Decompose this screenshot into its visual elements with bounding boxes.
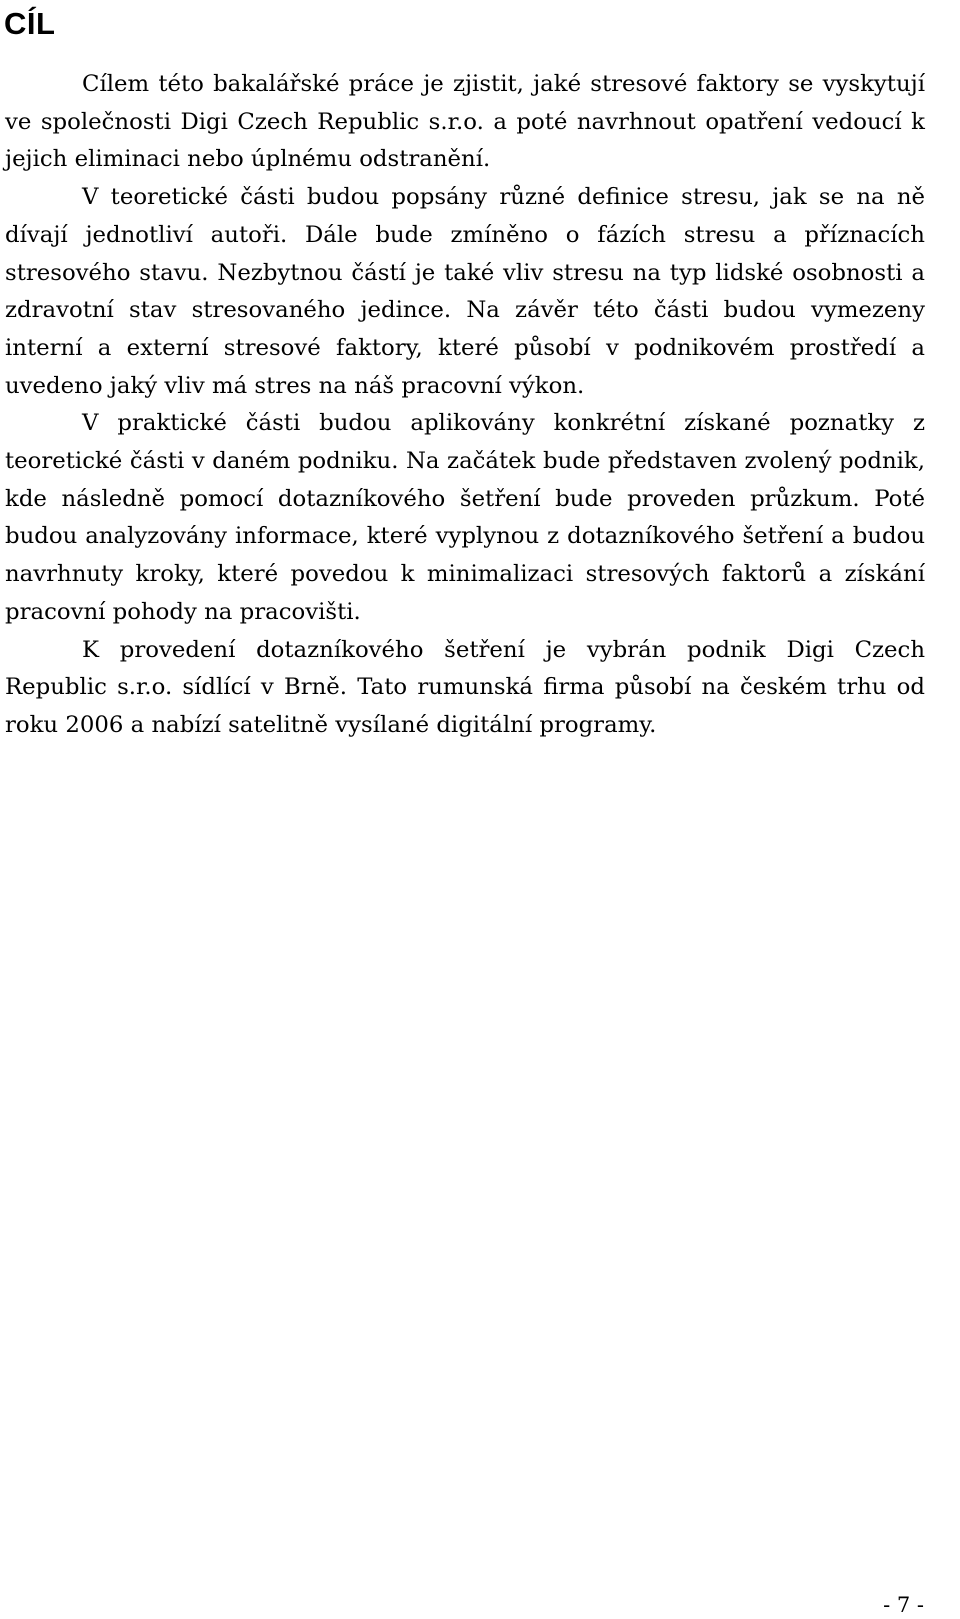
page-title: CÍL: [4, 6, 56, 41]
paragraph-theory: V teoretické části budou popsány různé definice stresu, jak se na ně dívají jednotliví autoři. Dále bude zmíněno o fázích stresu a příznacích stresového stavu. Nezbytnou částí je také vliv stresu na typ lidské osobnosti a zdravotní stav stresovaného jedince. Na závěr této části budou vymezeny interní a externí stresové faktory, které působí v podnikovém prostředí a uvedeno jaký vliv má stres na náš pracovní výkon.: [5, 184, 925, 399]
body-text: [5, 66, 925, 745]
paragraph-goal: Cílem této bakalářské práce je zjistit, jaké stresové faktory se vyskytují ve společnosti Digi Czech Republic s.r.o. a poté navrhnout opatření vedoucí k jejich eliminaci nebo úplnému odstranění.: [5, 71, 925, 173]
paragraph-practice: V praktické části budou aplikovány konkrétní získané poznatky z teoretické části v daném podniku. Na začátek bude představen zvolený podnik, kde následně pomocí dotazníkového šetření bude proveden průzkum. Poté budou analyzovány informace, které vyplynou z dotazníkového šetření a budou navrhnuty kroky, které povedou k minimalizaci stresových faktorů a získání pracovní pohody na pracovišti.: [5, 410, 925, 625]
page-number: - 7 -: [883, 1593, 924, 1617]
paragraph-company: K provedení dotazníkového šetření je vybrán podnik Digi Czech Republic s.r.o. sídlící v Brně. Tato rumunská firma působí na českém trhu od roku 2006 a nabízí satelitně vysílané digitální programy.: [5, 636, 925, 738]
